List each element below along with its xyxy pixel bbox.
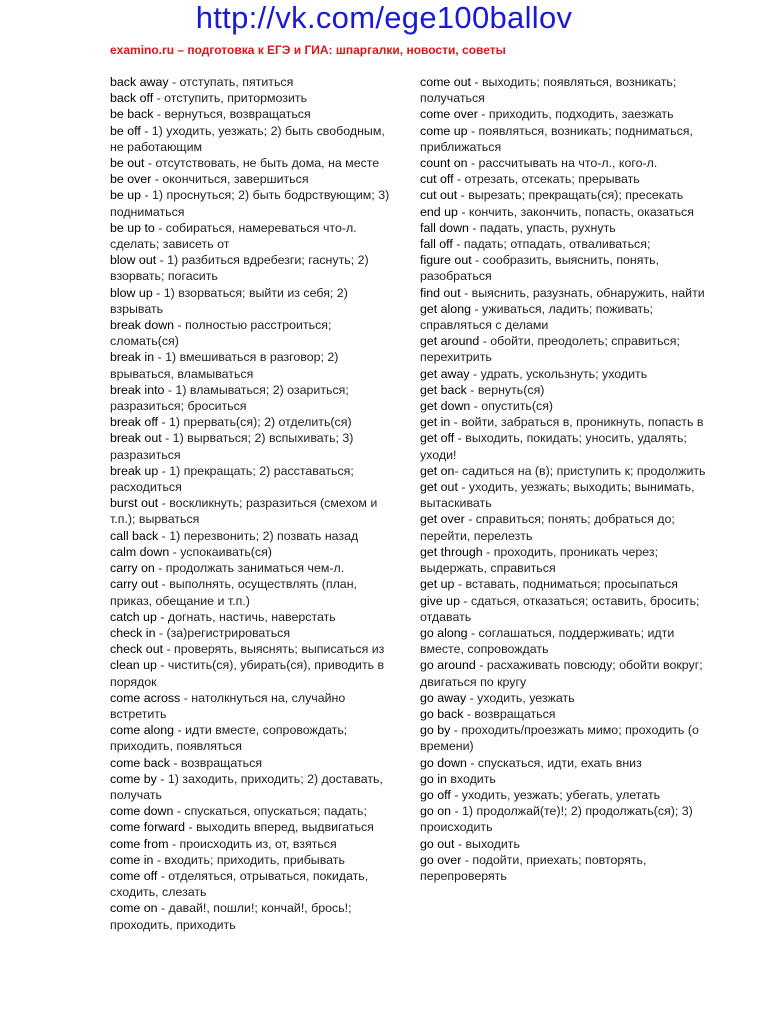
vocab-entry	[110, 74, 400, 90]
right-column	[420, 74, 718, 884]
translation: - 1) прервать(ся); 2) отделить(ся)	[158, 415, 352, 430]
vocab-entry	[110, 123, 400, 155]
translation: - выходить	[454, 836, 520, 851]
vocab-entry	[110, 430, 400, 462]
translation: - собираться, намереваться что-л. сделать; зависеть от	[110, 220, 357, 252]
vocab-entry	[420, 366, 718, 382]
phrasal-verb: get through	[420, 544, 483, 559]
translation: - догнать, настичь, наверстать	[156, 609, 336, 624]
translation: - 1) прекращать; 2) расставаться; расходиться	[110, 463, 354, 495]
phrasal-verb: go back	[420, 706, 464, 721]
phrasal-verb: burst out	[110, 496, 159, 511]
translation: - обойти, преодолеть; справиться; перехитрить	[420, 334, 680, 365]
phrasal-verb: break into	[110, 382, 165, 397]
translation: - выяснить, разузнать, обнаружить, найти	[460, 285, 705, 300]
phrasal-verb: end up	[420, 204, 458, 219]
phrasal-verb: get down	[420, 399, 471, 414]
phrasal-verb: be out	[110, 156, 145, 171]
phrasal-verb: get around	[420, 334, 480, 349]
phrasal-verb: come back	[110, 755, 170, 770]
vocab-entry	[110, 755, 400, 771]
vocab-entry	[420, 576, 718, 592]
translation: - 1) уходить, уезжать; 2) быть свободным, не работающим	[110, 123, 385, 154]
translation: - окончиться, завершиться	[151, 172, 309, 187]
phrasal-verb: fall off	[420, 237, 453, 252]
vocab-entry	[420, 382, 718, 398]
phrasal-verb: come across	[110, 690, 181, 705]
translation: - подойти, приехать; повторять, перепроверять	[420, 852, 647, 883]
phrasal-verb: get in	[420, 415, 451, 430]
vocab-entry	[110, 155, 400, 171]
translation: - 1) перезвонить; 2) позвать назад	[158, 528, 359, 543]
phrasal-verb: be back	[110, 107, 154, 122]
vocab-entry	[110, 819, 400, 835]
phrasal-verb: check in	[110, 625, 156, 640]
translation: - 1) вырваться; 2) вспыхивать; 3) разразиться	[110, 431, 354, 462]
vocab-entry	[110, 609, 400, 625]
phrasal-verb: cut out	[420, 188, 458, 203]
vocab-entry	[420, 236, 718, 252]
phrasal-verb: go away	[420, 690, 467, 705]
phrasal-verb: find out	[420, 285, 461, 300]
vocab-entry	[110, 657, 400, 689]
phrasal-verb: come on	[110, 901, 158, 916]
phrasal-verb: go off	[420, 787, 451, 802]
translation: - возвращаться	[463, 706, 556, 721]
vocab-entry	[420, 463, 718, 479]
translation: - отступить, притормозить	[153, 91, 308, 106]
left-column	[110, 74, 400, 933]
vocab-entry	[110, 382, 400, 414]
vocab-entry	[110, 803, 400, 819]
vocab-entry	[110, 771, 400, 803]
vocab-entry	[420, 657, 718, 689]
phrasal-verb: get over	[420, 512, 465, 527]
translation: входить	[446, 771, 496, 786]
vocab-entry	[420, 171, 718, 187]
phrasal-verb: get along	[420, 301, 471, 316]
phrasal-verb: come off	[110, 868, 158, 883]
translation: - войти, забраться в, проникнуть, попасть в	[450, 415, 704, 430]
translation: - входить; приходить, прибывать	[153, 852, 345, 867]
phrasal-verb: give up	[420, 593, 460, 608]
translation: - идти вместе, сопровождать; приходить, появляться	[110, 723, 348, 754]
phrasal-verb: fall down	[420, 220, 469, 235]
phrasal-verb: get off	[420, 431, 455, 446]
phrasal-verb: go along	[420, 625, 468, 640]
vocab-entry	[420, 787, 718, 803]
translation: - удрать, ускользнуть; уходить	[469, 366, 648, 381]
phrasal-verb: be up to	[110, 220, 155, 235]
translation: - падать; отпадать, отваливаться;	[452, 237, 651, 252]
translation: - соглашаться, поддерживать; идти вместе, сопровождать	[420, 625, 675, 657]
translation: - спускаться, опускаться; падать;	[173, 804, 367, 819]
vocab-entry	[110, 106, 400, 122]
translation: - воскликнуть; разразиться (смехом и т.п.); вырваться	[110, 496, 378, 527]
vocab-entry	[420, 74, 718, 106]
phrasal-verb: get out	[420, 480, 458, 495]
phrasal-verb: break down	[110, 318, 175, 333]
phrasal-verb: cut off	[420, 172, 454, 187]
translation: - возвращаться	[169, 755, 263, 770]
translation: - 1) заходить, приходить; 2) доставать, получать	[110, 771, 383, 802]
translation: - рассчитывать на что-л., кого-л.	[467, 156, 658, 171]
phrasal-verb: figure out	[420, 253, 472, 268]
phrasal-verb: get up	[420, 577, 455, 592]
phrasal-verb: come from	[110, 836, 169, 851]
translation: - уживаться, ладить; поживать; справляться с делами	[420, 301, 654, 333]
vocab-entry	[110, 495, 400, 527]
phrasal-verb: break off	[110, 415, 158, 430]
vocab-entry	[110, 576, 400, 608]
translation: - (за)регистрироваться	[155, 625, 291, 640]
vocab-entry	[420, 479, 718, 511]
translation: - кончить, закончить, попасть, оказаться	[457, 204, 694, 219]
vocab-entry	[420, 706, 718, 722]
phrasal-verb: call back	[110, 528, 159, 543]
vocab-entry	[420, 333, 718, 365]
translation: - уходить, уезжать	[466, 690, 575, 705]
phrasal-verb: come up	[420, 123, 468, 138]
translation: - полностью расстроиться; сломать(ся)	[110, 318, 332, 349]
vocab-entry	[110, 463, 400, 495]
translation: - спускаться, идти, ехать вниз	[466, 755, 642, 770]
translation: - выполнять, осуществлять (план, приказ, обещание и т.п.)	[110, 577, 357, 608]
vocab-entry	[110, 528, 400, 544]
translation: - давай!, пошли!; кончай!, брось!; проходить, приходить	[110, 901, 352, 932]
vocab-entry	[420, 803, 718, 835]
vocab-entry	[110, 836, 400, 852]
vocab-entry	[420, 625, 718, 657]
vocab-entry	[110, 285, 400, 317]
vocab-entry	[420, 852, 718, 884]
phrasal-verb: clean up	[110, 658, 157, 673]
vocab-entry	[420, 155, 718, 171]
vocab-entry	[110, 252, 400, 284]
translation: - появляться, возникать; подниматься, приближаться	[420, 123, 693, 154]
phrasal-verb: come in	[110, 852, 154, 867]
phrasal-verb: catch up	[110, 609, 157, 624]
vocab-entry	[420, 301, 718, 333]
phrasal-verb: get on	[420, 463, 455, 478]
vocab-entry	[420, 690, 718, 706]
phrasal-verb: back off	[110, 91, 154, 106]
phrasal-verb: come down	[110, 804, 174, 819]
vocab-entry	[420, 220, 718, 236]
header-subtitle: examino.ru – подготовка к ЕГЭ и ГИА: шпаргалки, новости, советы	[110, 43, 506, 57]
phrasal-verb: blow up	[110, 285, 153, 300]
vocab-entry	[110, 171, 400, 187]
translation: - проходить/проезжать мимо; проходить (о времени)	[420, 723, 699, 754]
translation: - 1) вмешиваться в разговор; 2) врываться, вламываться	[110, 350, 339, 381]
translation: - чистить(ся), убирать(ся), приводить в порядок	[110, 658, 385, 689]
vocab-entry	[420, 123, 718, 155]
vocab-entry	[420, 593, 718, 625]
translation: - 1) вламываться; 2) озариться; разразиться; броситься	[110, 382, 349, 414]
translation: - садиться на (в); приступить к; продолжить	[454, 463, 706, 478]
vocab-entry	[110, 690, 400, 722]
translation: - вернуться, возвращаться	[153, 107, 311, 122]
vocab-entry	[110, 868, 400, 900]
vocab-entry	[420, 252, 718, 284]
phrasal-verb: go in	[420, 771, 447, 786]
phrasal-verb: get away	[420, 366, 470, 381]
vocab-entry	[110, 187, 400, 219]
vocab-entry	[420, 187, 718, 203]
vocab-entry	[110, 544, 400, 560]
translation: - расхаживать повсюду; обойти вокруг; двигаться по кругу	[420, 658, 703, 689]
translation: - происходить из, от, взяться	[168, 836, 337, 851]
vocab-entry	[110, 317, 400, 349]
vocab-entry	[110, 852, 400, 868]
translation: - уходить, уезжать; убегать, улетать	[450, 787, 661, 802]
translation: - сообразить, выяснить, понять, разобраться	[420, 253, 660, 284]
translation: - успокаивать(ся)	[169, 544, 272, 559]
translation: - справиться; понять; добраться до; перейти, перелезть	[420, 512, 675, 543]
translation: - 1) разбиться вдребезги; гаснуть; 2) взорвать; погасить	[110, 253, 369, 284]
vocab-entry	[420, 430, 718, 462]
translation: - 1) проснуться; 2) быть бодрствующим; 3) подниматься	[110, 188, 390, 219]
phrasal-verb: carry on	[110, 561, 155, 576]
phrasal-verb: calm down	[110, 544, 170, 559]
phrasal-verb: break out	[110, 431, 162, 446]
phrasal-verb: go by	[420, 723, 451, 738]
translation: - уходить, уезжать; выходить; вынимать, вытаскивать	[420, 480, 695, 511]
translation: - отрезать, отсекать; прерывать	[453, 172, 640, 187]
vocab-entry	[110, 220, 400, 252]
translation: - отделяться, отрываться, покидать, сходить, слезать	[110, 868, 369, 900]
translation: - выходить вперед, выдвигаться	[185, 820, 374, 835]
phrasal-verb: come by	[110, 771, 157, 786]
phrasal-verb: get back	[420, 382, 467, 397]
translation: - опустить(ся)	[470, 399, 554, 414]
phrasal-verb: blow out	[110, 253, 157, 268]
phrasal-verb: go out	[420, 836, 455, 851]
vocab-entry	[420, 414, 718, 430]
translation: - отсутствовать, не быть дома, на месте	[144, 156, 380, 171]
vocab-entry	[110, 900, 400, 932]
translation: - 1) взорваться; выйти из себя; 2) взрывать	[110, 285, 348, 316]
translation: - сдаться, отказаться; оставить, бросить; отдавать	[420, 593, 700, 624]
vocab-entry	[110, 414, 400, 430]
phrasal-verb: check out	[110, 642, 164, 657]
phrasal-verb: be off	[110, 123, 141, 138]
vocab-entry	[110, 560, 400, 576]
phrasal-verb: be over	[110, 172, 152, 187]
vocab-entry	[420, 398, 718, 414]
translation: - проходить, проникать через; выдержать, справиться	[420, 544, 659, 576]
vocab-entry	[420, 544, 718, 576]
translation: - 1) продолжай(те)!; 2) продолжать(ся); 3) происходить	[420, 804, 693, 835]
vocab-entry	[110, 641, 400, 657]
vocab-entry	[420, 204, 718, 220]
translation: - вернуть(ся)	[466, 382, 545, 397]
phrasal-verb: come over	[420, 107, 478, 122]
vocab-entry	[110, 90, 400, 106]
translation: - проверять, выяснять; выписаться из	[163, 642, 385, 657]
vocab-entry	[110, 722, 400, 754]
vocab-entry	[420, 511, 718, 543]
translation: - падать, упасть, рухнуть	[468, 220, 616, 235]
phrasal-verb: come out	[420, 75, 471, 89]
phrasal-verb: come forward	[110, 820, 186, 835]
vocab-entry	[420, 755, 718, 771]
vocab-entry	[420, 771, 718, 787]
translation: - продолжать заниматься чем-л.	[154, 561, 345, 576]
phrasal-verb: break up	[110, 463, 159, 478]
vocab-entry	[420, 106, 718, 122]
vocab-entry	[420, 285, 718, 301]
translation: - отступать, пятиться	[168, 75, 294, 89]
translation: - приходить, подходить, заезжать	[477, 107, 674, 122]
phrasal-verb: go over	[420, 852, 462, 867]
phrasal-verb: break in	[110, 350, 155, 365]
phrasal-verb: go down	[420, 755, 467, 770]
vocab-entry	[110, 349, 400, 381]
phrasal-verb: come along	[110, 723, 175, 738]
phrasal-verb: carry out	[110, 577, 159, 592]
translation: - вставать, подниматься; просыпаться	[454, 577, 678, 592]
phrasal-verb: count on	[420, 156, 468, 171]
header-link[interactable]: http://vk.com/ege100ballov	[195, 0, 573, 35]
phrasal-verb: go around	[420, 658, 476, 673]
translation: - выходить, покидать; уносить, удалять; уходи!	[420, 431, 687, 462]
vocab-entry	[420, 722, 718, 754]
vocab-entry	[110, 625, 400, 641]
phrasal-verb: go on	[420, 804, 452, 819]
phrasal-verb: be up	[110, 188, 142, 203]
translation: - натолкнуться на, случайно встретить	[110, 690, 346, 721]
vocab-entry	[420, 836, 718, 852]
phrasal-verb: back away	[110, 75, 169, 89]
translation: - выходить; появляться, возникать; получаться	[420, 75, 677, 106]
translation: - вырезать; прекращать(ся); пресекать	[457, 188, 684, 203]
